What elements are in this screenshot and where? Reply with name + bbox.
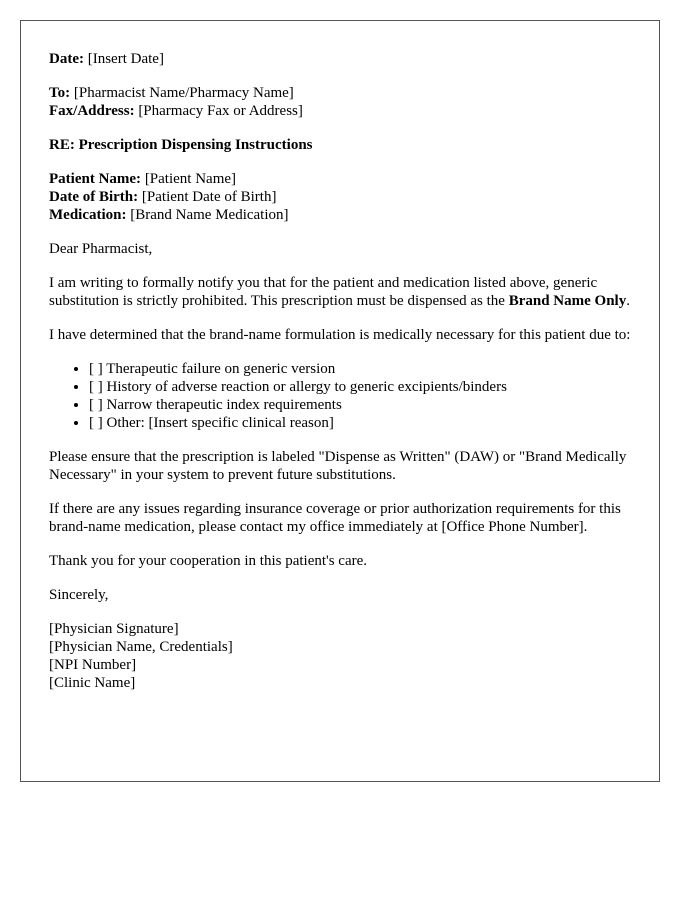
letter-document [20,20,660,782]
list-item: • [ ] Narrow therapeutic index requirements [89,396,631,414]
closing: Sincerely, [49,587,109,603]
subject-text: RE: Prescription Dispensing Instructions [49,137,313,153]
list-item: • [ ] Other: [Insert specific clinical reason] [89,414,631,432]
list-item: • [ ] Therapeutic failure on generic version [89,360,631,378]
fax-line [49,102,631,120]
recipient-block [49,84,631,120]
notice-paragraph [49,274,631,310]
reason-list [49,360,631,432]
clinic-line: [Clinic Name] [49,675,136,691]
subject-line [49,136,631,154]
dob-value: [Patient Date of Birth] [141,189,277,205]
date-value: [Insert Date] [87,51,164,67]
notice-bold: Brand Name Only [508,293,627,309]
reason-intro: I have determined that the brand-name formulation is medically necessary for this patient due to: [49,327,631,343]
to-label: To: [49,85,71,101]
medication-value: [Brand Name Medication] [130,207,289,223]
dob-label: Date of Birth: [49,189,139,205]
fax-value: [Pharmacy Fax or Address] [138,103,303,119]
labeling-paragraph: Please ensure that the prescription is labeled "Dispense as Written" (DAW) or "Brand Medically Necessary" in your system to prevent future substitutions. [49,449,627,483]
dob-line [49,188,631,206]
date-label: Date: [49,51,84,67]
salutation: Dear Pharmacist, [49,241,153,257]
npi-line: [NPI Number] [49,657,137,673]
patient-name-value: [Patient Name] [144,171,237,187]
date-line [49,50,631,68]
medication-line [49,206,631,224]
patient-name-label: Patient Name: [49,171,142,187]
to-line [49,84,631,102]
notice-end: . [626,293,630,309]
notice-text: I am writing to formally notify you that for the patient and medication listed above, generic substitution is strictly prohibited. This prescription must be dispensed as the [49,275,598,309]
signature-block [49,620,631,692]
contact-paragraph: If there are any issues regarding insurance coverage or prior authorization requirements for this brand-name medication, please contact my office immediately at [Office Phone Number]. [49,501,621,535]
fax-label: Fax/Address: [49,103,135,119]
patient-block [49,170,631,224]
medication-label: Medication: [49,207,127,223]
patient-name-line [49,170,631,188]
thanks-paragraph: Thank you for your cooperation in this patient's care. [49,553,368,569]
physician-name-line: [Physician Name, Credentials] [49,639,233,655]
list-item: • [ ] History of adverse reaction or allergy to generic excipients/binders [89,378,631,396]
signature-line: [Physician Signature] [49,621,179,637]
to-value: [Pharmacist Name/Pharmacy Name] [73,85,294,101]
